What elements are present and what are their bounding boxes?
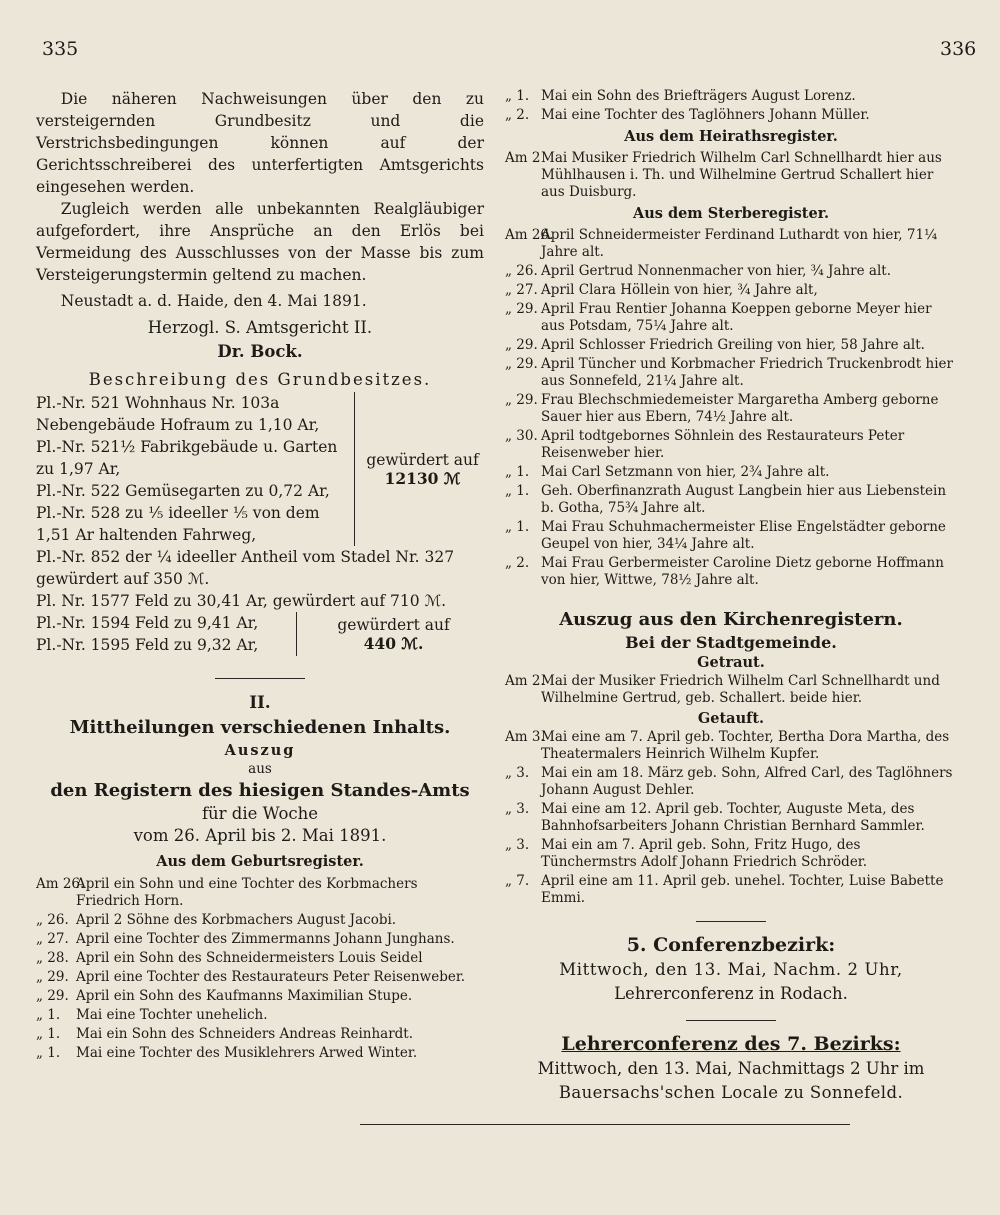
entry-text: Mai Frau Gerbermeister Caroline Dietz geborne Hoffmann von hier, Wittwe, 78½ Jahre alt.	[541, 555, 944, 588]
entry-text: Mai Musiker Friedrich Wilhelm Carl Schnellhardt hier aus Mühlhausen i. Th. und Wilhelmine Gertrud Schallert hier aus Duisburg.	[541, 150, 942, 200]
entry-date: „ 7.	[505, 873, 530, 889]
list-item	[505, 673, 957, 707]
entry-date: „ 1.	[505, 464, 530, 480]
list-item	[36, 931, 484, 948]
estate-group-1-items	[36, 392, 355, 546]
entry-date: „ 29.	[505, 392, 538, 408]
list-item	[36, 988, 484, 1005]
valuation-amount: 440 ℳ.	[363, 633, 424, 653]
estate-item-1577: Pl. Nr. 1577 Feld zu 30,41 Ar, gewürdert auf 710 ℳ.	[36, 592, 447, 610]
valuation-label: gewürdert auf	[337, 615, 450, 634]
parish-heading: Bei der Stadtgemeinde.	[625, 633, 837, 652]
estate-group-1	[36, 392, 484, 546]
entry-date: „ 1.	[36, 1026, 61, 1042]
list-item	[36, 912, 484, 929]
section-title: Mittheilungen verschiedenen Inhalts.	[69, 717, 451, 738]
divider	[686, 1020, 776, 1021]
entry-text: Mai Carl Setzmann von hier, 2¾ Jahre alt.	[541, 464, 830, 480]
aus-word: aus	[248, 761, 272, 777]
list-item	[505, 88, 957, 105]
conference-7-title: Lehrerconferenz des 7. Bezirks:	[561, 1033, 901, 1055]
list-item	[505, 392, 957, 426]
entry-date: „ 26.	[36, 912, 69, 928]
entry-date: „ 3.	[505, 801, 530, 817]
death-list	[505, 227, 957, 589]
valuation-amount: 12130 ℳ	[384, 468, 461, 488]
entry-text: April Tüncher und Korbmacher Friedrich Truckenbrodt hier aus Sonnefeld, 21¼ Jahre alt.	[541, 356, 953, 389]
entry-date: „ 1.	[36, 1045, 61, 1061]
signature: Dr. Bock.	[217, 342, 303, 361]
list-item	[505, 150, 957, 201]
list-item	[505, 428, 957, 462]
entry-text: April eine Tochter des Restaurateurs Peter Reisenweber.	[76, 969, 466, 985]
entry-date: „ 1.	[505, 519, 530, 535]
entry-text: April eine am 11. April geb. unehel. Tochter, Luise Babette Emmi.	[541, 873, 944, 906]
list-item	[505, 337, 957, 354]
list-item	[36, 876, 484, 910]
entry-date: „ 1.	[505, 88, 530, 104]
entry-date: „ 28.	[36, 950, 69, 966]
auction-details-paragraph: Die näheren Nachweisungen über den zu versteigernden Grundbesitz und die Verstrichsbedingungen können auf der Gerichtsschreiberei des unterfertigten Amtsgerichts eingesehen werden.	[36, 90, 484, 196]
church-register-heading: Auszug aus den Kirchenregistern.	[559, 609, 903, 630]
creditors-notice-paragraph: Zugleich werden alle unbekannten Realgläubiger aufgefordert, ihre Ansprüche an den Erlös bei Vermeidung des Ausschlusses von der Masse bis zum Versteigerungstermin geltend zu machen.	[36, 200, 484, 284]
entry-text: Frau Blechschmiedemeister Margaretha Amberg geborne Sauer hier aus Ebern, 74½ Jahre alt.	[541, 392, 939, 425]
list-item	[36, 969, 484, 986]
entry-text: Mai eine Tochter des Musiklehrers Arwed Winter.	[76, 1045, 418, 1061]
bottom-rule	[360, 1124, 850, 1125]
divider	[215, 678, 305, 679]
entry-date: Am 2	[505, 150, 541, 166]
page-number-right: 336	[940, 38, 977, 60]
list-item	[505, 765, 957, 799]
entry-text: April Schneidermeister Ferdinand Luthardt von hier, 71¼ Jahre alt.	[541, 227, 938, 260]
entry-text: April todtgebornes Söhnlein des Restaurateurs Peter Reisenweber hier.	[541, 428, 905, 461]
entry-text: Mai Frau Schuhmachermeister Elise Engelstädter geborne Geupel von hier, 34¼ Jahre alt.	[541, 519, 946, 552]
entry-date: „ 29.	[36, 969, 69, 985]
entry-date: „ 27.	[36, 931, 69, 947]
entry-date: „ 30.	[505, 428, 538, 444]
entry-text: Geh. Oberfinanzrath August Langbein hier aus Liebenstein b. Gotha, 75¾ Jahre alt.	[541, 483, 947, 516]
marriage-register-heading: Aus dem Heirathsregister.	[624, 128, 838, 145]
entry-text: April eine Tochter des Zimmermanns Johann Junghans.	[76, 931, 455, 947]
entry-text: Mai ein am 18. März geb. Sohn, Alfred Carl, des Taglöhners Johann August Dehler.	[541, 765, 953, 798]
list-item	[36, 1026, 484, 1043]
conference-5-location: Lehrerconferenz in Rodach.	[614, 984, 848, 1003]
entry-date: „ 29.	[505, 301, 538, 317]
entry-text: April Schlosser Friedrich Greiling von hier, 58 Jahre alt.	[541, 337, 925, 353]
estate-item: Pl.-Nr. 1594 Feld zu 9,41 Ar,	[36, 614, 259, 632]
conference-5-date: Mittwoch, den 13. Mai, Nachm. 2 Uhr,	[559, 960, 903, 979]
entry-text: April ein Sohn und eine Tochter des Korbmachers Friedrich Horn.	[76, 876, 418, 909]
page-number-left: 335	[42, 38, 79, 60]
list-item	[505, 263, 957, 280]
list-item	[505, 301, 957, 335]
birth-register-heading: Aus dem Geburtsregister.	[156, 853, 364, 870]
estate-item: Pl.-Nr. 1595 Feld zu 9,32 Ar,	[36, 636, 259, 654]
entry-text: April Frau Rentier Johanna Koeppen geborne Meyer hier aus Potsdam, 75¼ Jahre alt.	[541, 301, 932, 334]
entry-date: „ 2.	[505, 555, 530, 571]
list-item	[505, 282, 957, 299]
entry-text: Mai eine am 7. April geb. Tochter, Bertha Dora Martha, des Theatermalers Heinrich Wilhelm Kupfer.	[541, 729, 950, 762]
list-item	[505, 873, 957, 907]
list-item	[36, 1007, 484, 1024]
list-item	[36, 950, 484, 967]
entry-date: „ 3.	[505, 765, 530, 781]
list-item	[505, 729, 957, 763]
estate-group-2-value	[297, 616, 484, 653]
entry-text: Mai eine Tochter des Taglöhners Johann Müller.	[541, 107, 870, 123]
conference-7-date: Mittwoch, den 13. Mai, Nachmittags 2 Uhr im	[537, 1059, 925, 1078]
entry-text: Mai eine am 12. April geb. Tochter, Auguste Meta, des Bahnhofsarbeiters Johann Christian Bernhard Sammler.	[541, 801, 925, 834]
entry-text: April ein Sohn des Schneidermeisters Louis Seidel	[76, 950, 423, 966]
list-item	[505, 483, 957, 517]
list-item	[505, 837, 957, 871]
entry-date: Am 2.	[505, 673, 545, 689]
entry-text: Mai ein Sohn des Schneiders Andreas Reinhardt.	[76, 1026, 414, 1042]
place-date: Neustadt a. d. Haide, den 4. Mai 1891.	[60, 292, 367, 310]
list-item	[505, 464, 957, 481]
left-column	[36, 88, 484, 1064]
estate-title: Beschreibung des Grundbesitzes.	[88, 370, 432, 389]
entry-date: „ 29.	[505, 337, 538, 353]
estate-item: Pl.-Nr. 528 zu ⅕ ideeller ⅕ von dem 1,51 Ar haltenden Fahrweg,	[36, 504, 320, 544]
estate-item: Pl.-Nr. 521 Wohnhaus Nr. 103a Nebengebäude Hofraum zu 1,10 Ar,	[36, 394, 320, 434]
entry-text: Mai eine Tochter unehelich.	[76, 1007, 268, 1023]
estate-group-2	[36, 612, 484, 656]
list-item	[505, 227, 957, 261]
entry-date: „ 27.	[505, 282, 538, 298]
entry-date: „ 1.	[505, 483, 530, 499]
entry-text: Mai ein am 7. April geb. Sohn, Fritz Hugo, des Tünchermstrs Adolf Johann Friedrich Schröder.	[541, 837, 868, 870]
entry-date: „ 26.	[505, 263, 538, 279]
list-item	[505, 801, 957, 835]
entry-date: „ 2.	[505, 107, 530, 123]
birth-list	[36, 876, 484, 1062]
entry-text: April Clara Höllein von hier, ¾ Jahre alt,	[541, 282, 818, 298]
entry-text: April Gertrud Nonnenmacher von hier, ¾ Jahre alt.	[541, 263, 891, 279]
court-name: Herzogl. S. Amtsgericht II.	[147, 318, 373, 337]
list-item	[505, 519, 957, 553]
list-item	[36, 1045, 484, 1062]
entry-date: „ 29.	[36, 988, 69, 1004]
valuation-label: gewürdert auf	[366, 450, 479, 469]
auszug-heading: Auszug	[224, 742, 296, 759]
entry-date: Am 26.	[505, 227, 554, 243]
entry-date: Am 3.	[505, 729, 545, 745]
estate-item: Pl.-Nr. 521½ Fabrikgebäude u. Garten zu 1,97 Ar,	[36, 438, 338, 478]
married-heading: Getraut.	[697, 654, 765, 671]
divider	[696, 921, 766, 922]
conference-5-title: 5. Conferenzbezirk:	[626, 934, 836, 956]
entry-text: April ein Sohn des Kaufmanns Maximilian Stupe.	[76, 988, 413, 1004]
registers-heading: den Registern des hiesigen Standes-Amts	[50, 780, 470, 801]
for-week-label: für die Woche	[201, 804, 319, 823]
baptism-list	[505, 729, 957, 907]
estate-item-852: Pl.-Nr. 852 der ¼ ideeller Antheil vom Stadel Nr. 327 gewürdert auf 350 ℳ.	[36, 548, 455, 588]
week-range: vom 26. April bis 2. Mai 1891.	[133, 826, 387, 845]
conference-7-location: Bauersachs'schen Locale zu Sonnefeld.	[558, 1083, 904, 1102]
entry-text: Mai ein Sohn des Briefträgers August Lorenz.	[541, 88, 856, 104]
death-register-heading: Aus dem Sterberegister.	[632, 205, 830, 222]
entry-date: „ 1.	[36, 1007, 61, 1023]
list-item	[505, 107, 957, 124]
list-item	[505, 356, 957, 390]
list-item	[505, 555, 957, 589]
baptized-heading: Getauft.	[697, 710, 765, 727]
entry-date: „ 3.	[505, 837, 530, 853]
section-number: II.	[249, 693, 271, 712]
entry-text: Mai der Musiker Friedrich Wilhelm Carl Schnellhardt und Wilhelmine Gertrud, geb. Schallert. beide hier.	[541, 673, 940, 706]
estate-item: Pl.-Nr. 522 Gemüsegarten zu 0,72 Ar,	[36, 482, 330, 500]
right-column	[505, 88, 957, 1105]
estate-group-1-value	[355, 451, 484, 488]
entry-text: April 2 Söhne des Korbmachers August Jacobi.	[76, 912, 397, 928]
entry-date: „ 29.	[505, 356, 538, 372]
entry-date: Am 26.	[36, 876, 85, 892]
estate-group-2-items	[36, 612, 297, 656]
